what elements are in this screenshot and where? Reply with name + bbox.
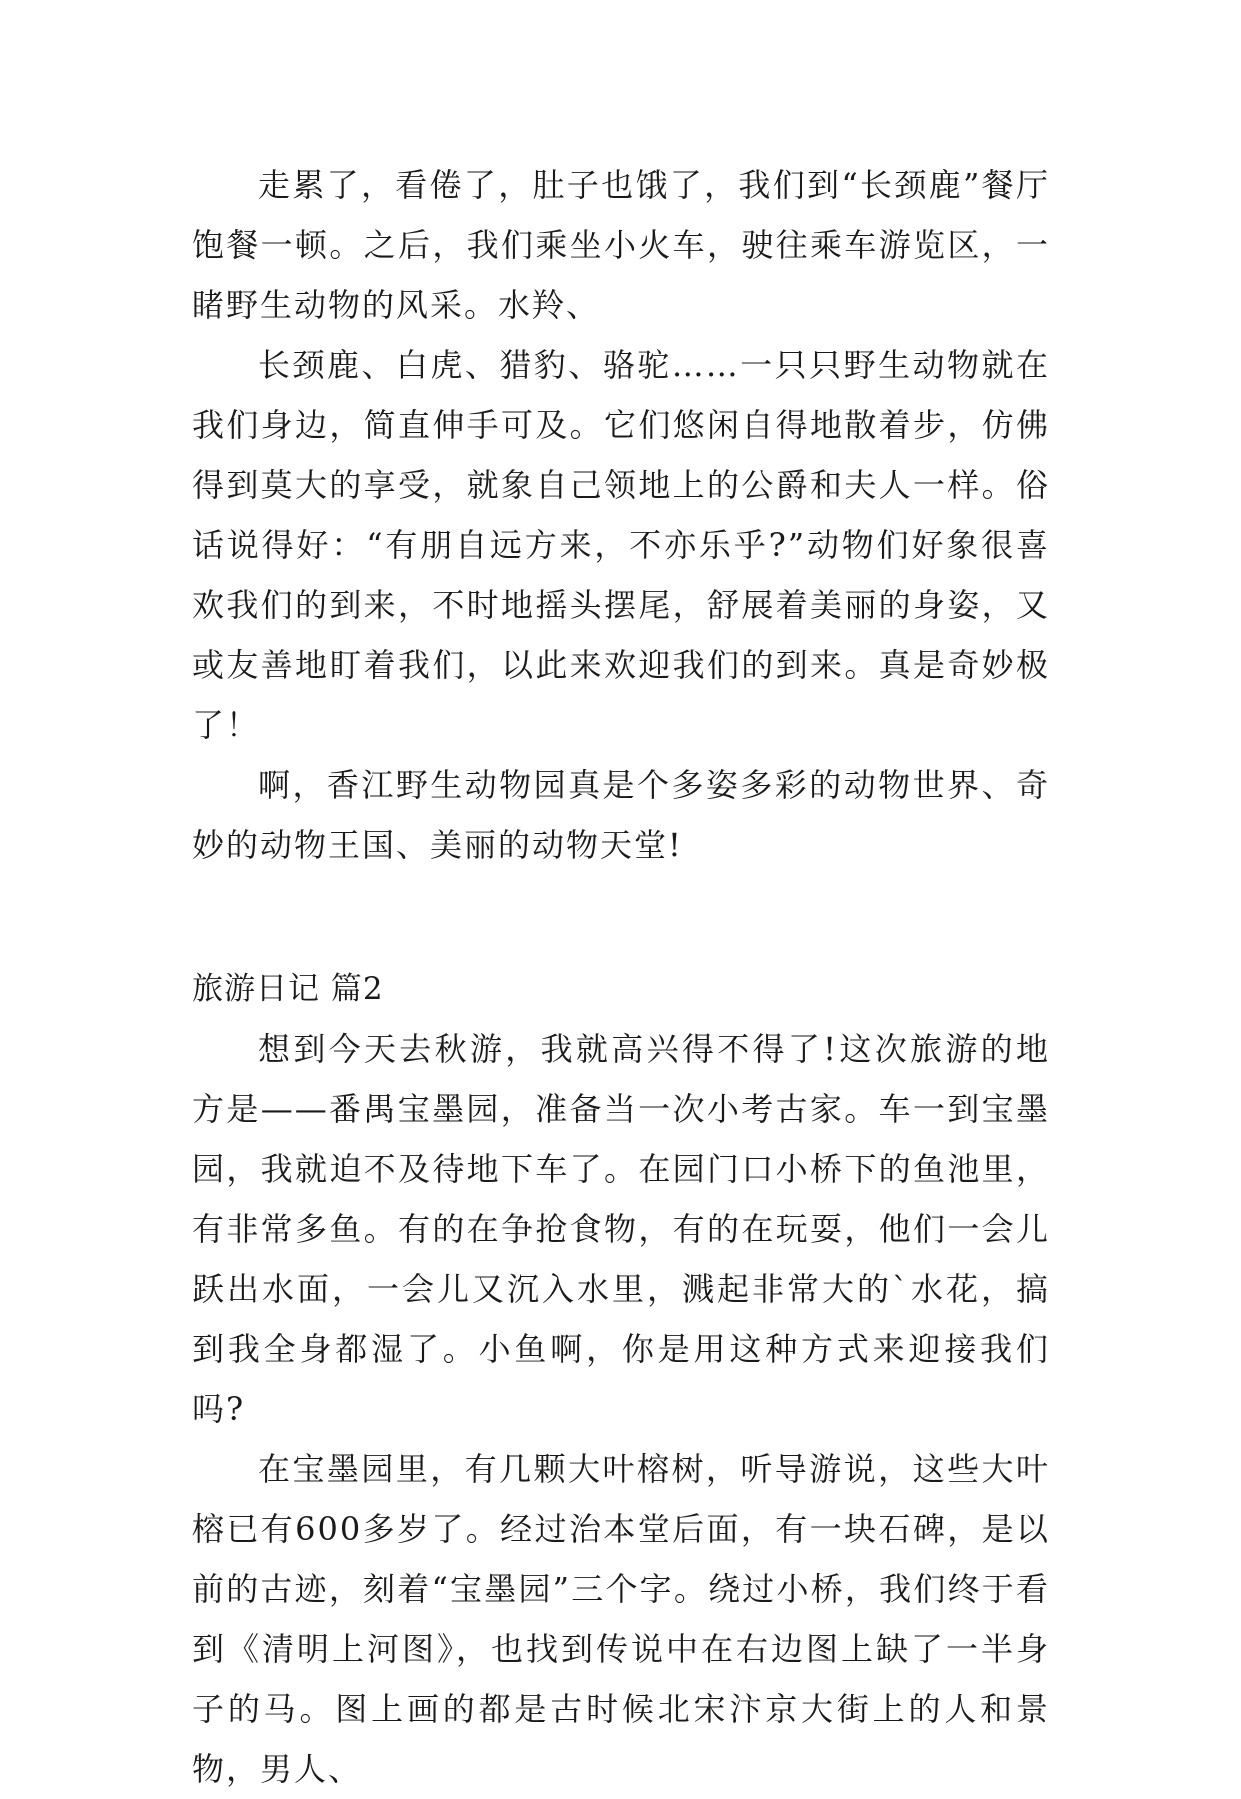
section-title: 旅游日记 篇2 <box>192 971 384 1007</box>
paragraph-baomo-garden: 在宝墨园里，有几颗大叶榕树，听导游说，这些大叶榕已有600多岁了。经过治本堂后面，有一块石碑，是以前的古迹，刻着“宝墨园”三个字。绕过小桥，我们终于看到《清明上河图》，也找到传说中在右边图上缺了一半身子的马。图上画的都是古时候北宋汴京大街上的人和景物，男人、 <box>192 1450 1050 1788</box>
document-body <box>192 155 1050 1799</box>
paragraph-zoo-conclusion: 啊，香江野生动物园真是个多姿多彩的动物世界、奇妙的动物王国、美丽的动物天堂! <box>192 766 1050 864</box>
paragraph-autumn-trip: 想到今天去秋游，我就高兴得不得了!这次旅游的地方是——番禺宝墨园，准备当一次小考古家。车一到宝墨园，我就迫不及待地下车了。在园门口小桥下的鱼池里，有非常多鱼。有的在争抢食物，有的在玩耍，他们一会儿跃出水面，一会儿又沉入水里，溅起非常大的`水花，搞到我全身都湿了。小鱼啊，你是用这种方式来迎接我们吗? <box>192 1030 1050 1428</box>
paragraph-wild-animals: 长颈鹿、白虎、猎豹、骆驼……一只只野生动物就在我们身边，简直伸手可及。它们悠闲自得地散着步，仿佛得到莫大的享受，就象自己领地上的公爵和夫人一样。俗话说得好：“有朋自远方来，不亦乐乎?”动物们好象很喜欢我们的到来，不时地摇头摆尾，舒展着美丽的身姿，又或友善地盯着我们，以此来欢迎我们的到来。真是奇妙极了！ <box>192 346 1050 744</box>
paragraph-lunch-and-train: 走累了，看倦了，肚子也饿了，我们到“长颈鹿”餐厅饱餐一顿。之后，我们乘坐小火车，驶往乘车游览区，一睹野生动物的风采。水羚、 <box>192 166 1050 324</box>
